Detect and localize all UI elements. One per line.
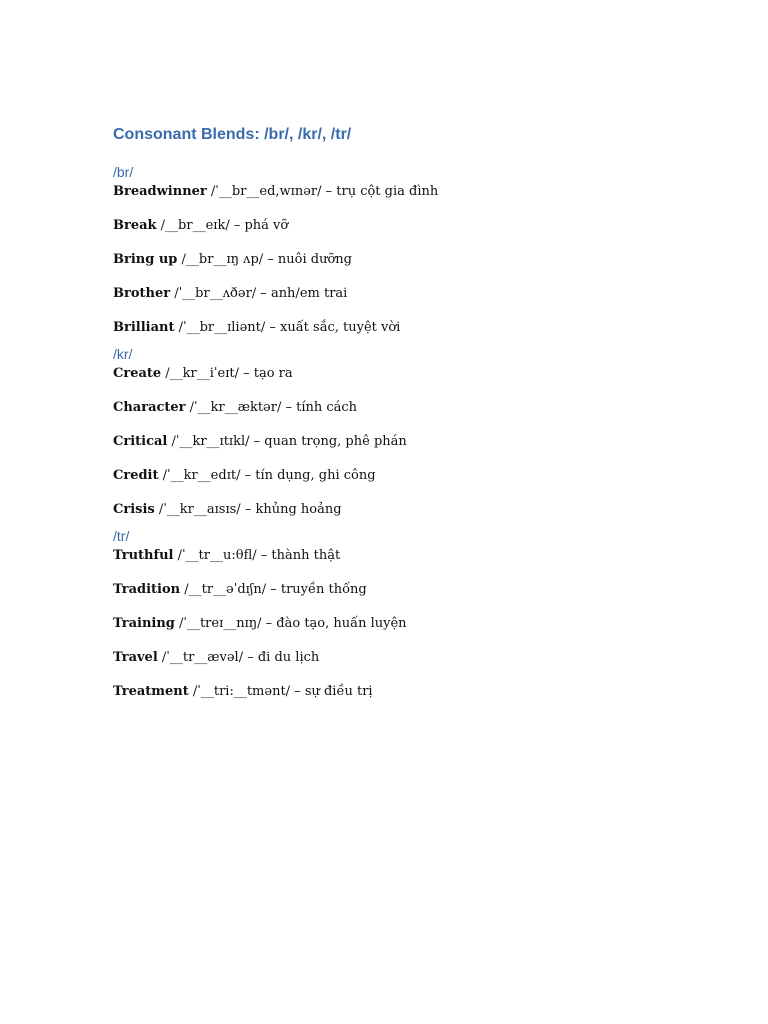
vocab-definition: /ˈ__kr__æktər/ – tính cách (185, 400, 358, 415)
vocab-word: Break (113, 218, 157, 233)
vocab-entry-crisis (113, 500, 713, 526)
vocab-entry-travel (113, 648, 713, 682)
vocab-entry-break (113, 216, 713, 250)
document-body (113, 124, 713, 716)
vocab-word: Create (113, 366, 162, 381)
vocab-definition: /ˈ__tr__ævəl/ – đi du lịch (157, 650, 320, 665)
vocab-word: Training (113, 616, 175, 631)
vocab-definition: /__tr__əˈdɪʃn/ – truyền thống (180, 582, 367, 597)
vocab-entry-credit (113, 466, 713, 500)
vocab-word: Credit (113, 468, 159, 483)
document-title: Consonant Blends: /br/, /kr/, /tr/ (113, 126, 352, 143)
spacer (113, 146, 713, 162)
vocab-word: Crisis (113, 502, 155, 517)
vocab-definition: /__kr__iˈeɪt/ – tạo ra (161, 366, 293, 381)
section-heading-tr: /tr/ (113, 528, 130, 544)
vocab-word: Tradition (113, 582, 181, 597)
vocab-definition: /ˈ__br__ɪliənt/ – xuất sắc, tuyệt vời (174, 320, 401, 335)
vocab-word: Travel (113, 650, 158, 665)
vocab-definition: /__br__ɪŋ ʌp/ – nuôi dưỡng (177, 252, 352, 267)
vocab-entry-bring-up (113, 250, 713, 284)
vocab-word: Breadwinner (113, 184, 207, 199)
vocab-entry-character (113, 398, 713, 432)
vocab-definition: /__br__eɪk/ – phá vỡ (156, 218, 289, 233)
section-heading-kr: /kr/ (113, 346, 133, 362)
vocab-definition: /ˈ__tr__u:θfl/ – thành thật (173, 548, 341, 563)
vocab-definition: /ˈ__br__ed,wɪnər/ – trụ cột gia đình (206, 184, 439, 199)
vocab-entry-breadwinner (113, 182, 713, 216)
vocab-definition: /ˈ__tri:__tmənt/ – sự điều trị (188, 684, 373, 699)
vocab-definition: /ˈ__kr__edɪt/ – tín dụng, ghi công (158, 468, 376, 483)
vocab-word: Critical (113, 434, 168, 449)
vocab-entry-brilliant (113, 318, 713, 344)
vocab-entry-treatment (113, 682, 713, 716)
vocab-word: Brother (113, 286, 171, 301)
vocab-word: Treatment (113, 684, 189, 699)
vocab-definition: /ˈ__kr__ɪtɪkl/ – quan trọng, phê phán (167, 434, 407, 449)
vocab-word: Character (113, 400, 186, 415)
vocab-definition: /ˈ__br__ʌðər/ – anh/em trai (170, 286, 348, 301)
vocab-entry-critical (113, 432, 713, 466)
vocab-word: Bring up (113, 252, 178, 267)
vocab-definition: /ˈ__kr__aɪsɪs/ – khủng hoảng (154, 502, 342, 517)
vocab-entry-brother (113, 284, 713, 318)
vocab-entry-tradition (113, 580, 713, 614)
vocab-entry-training (113, 614, 713, 648)
vocab-word: Truthful (113, 548, 174, 563)
vocab-entry-create (113, 364, 713, 398)
vocab-word: Brilliant (113, 320, 175, 335)
vocab-entry-truthful (113, 546, 713, 580)
section-heading-br: /br/ (113, 164, 134, 180)
vocab-definition: /ˈ__treɪ__nɪŋ/ – đào tạo, huấn luyện (174, 616, 407, 631)
